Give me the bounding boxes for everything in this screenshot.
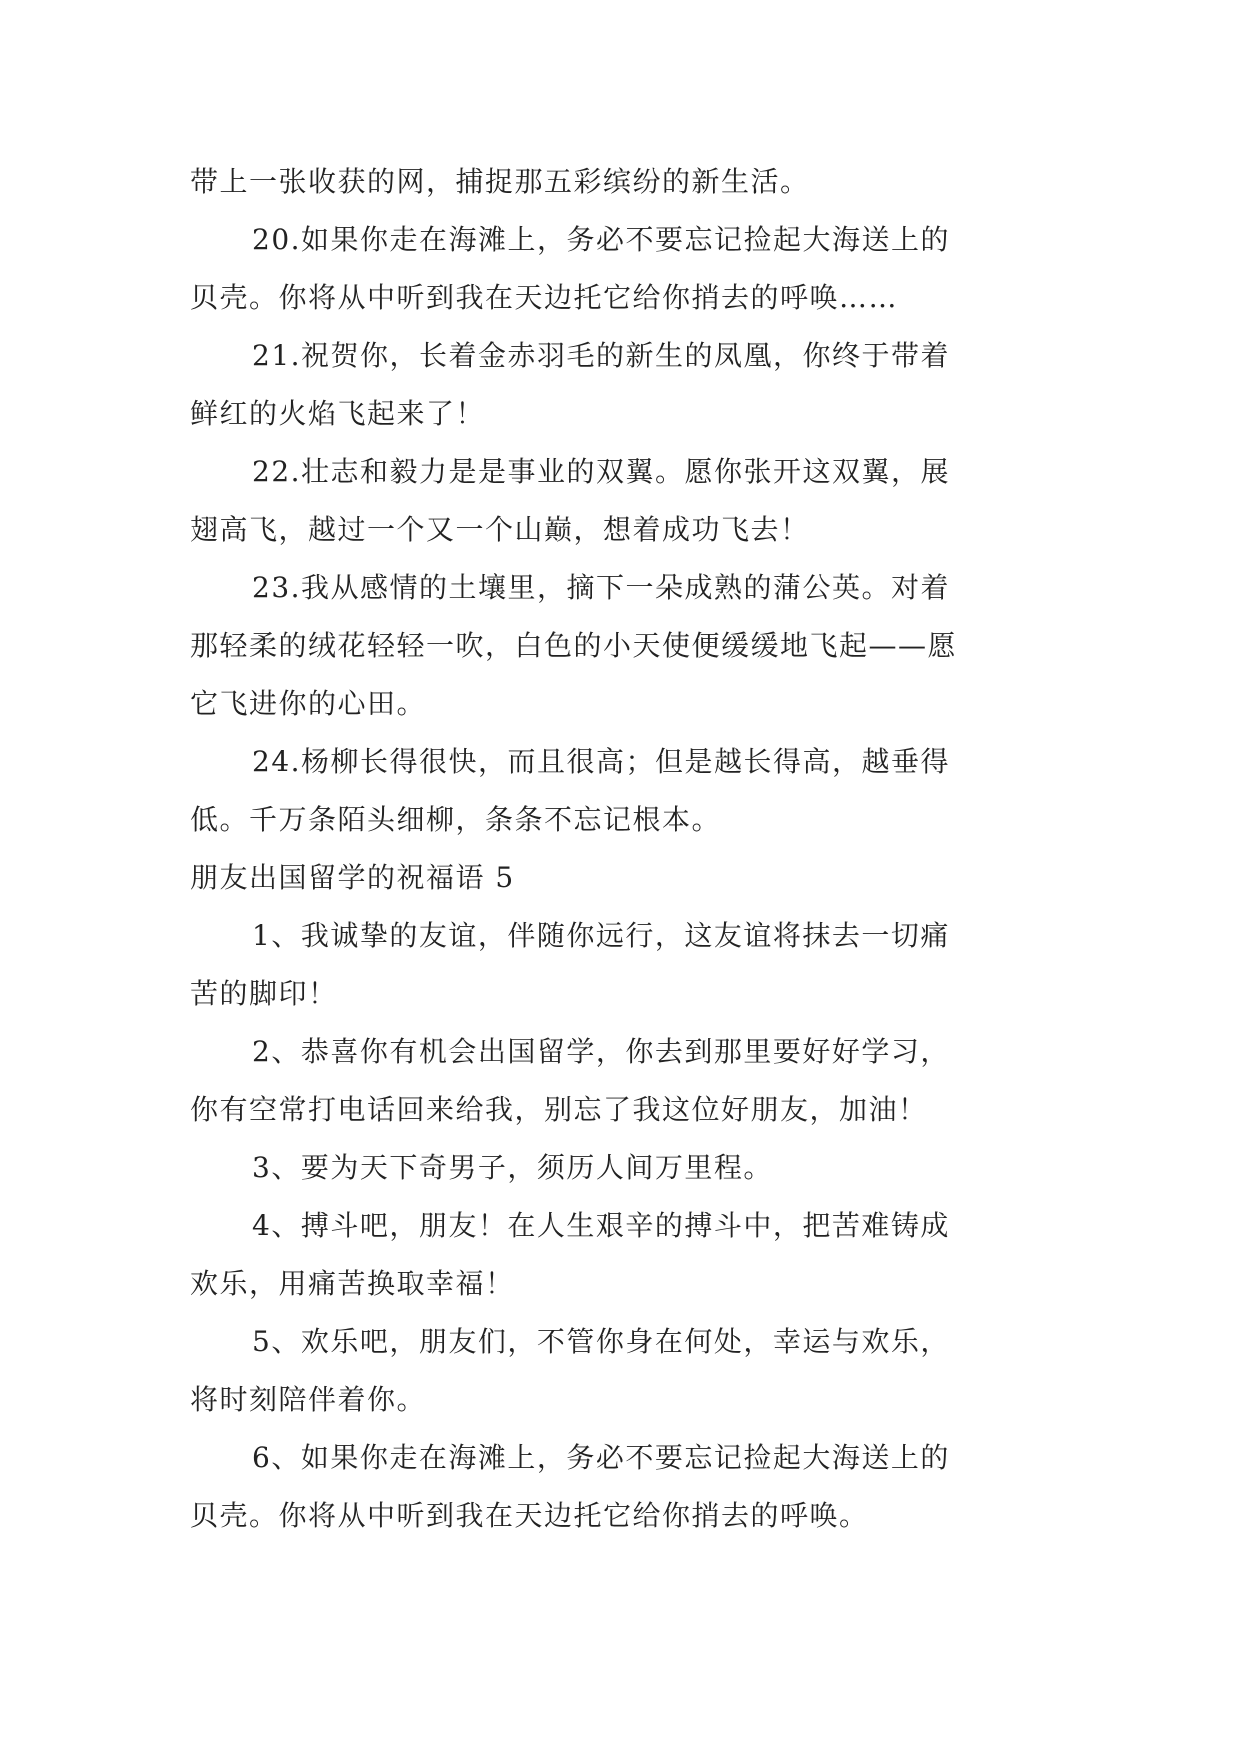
text-line: 4、搏斗吧，朋友！在人生艰辛的搏斗中，把苦难铸成 bbox=[252, 1209, 950, 1242]
text-line: 低。千万条陌头细柳，条条不忘记根本。 bbox=[190, 803, 722, 836]
text-line: 欢乐，用痛苦换取幸福！ bbox=[190, 1267, 515, 1300]
text-line: 21.祝贺你，长着金赤羽毛的新生的凤凰，你终于带着 bbox=[252, 339, 951, 372]
text-line: 3、要为天下奇男子，须历人间万里程。 bbox=[252, 1151, 773, 1184]
text-line: 苦的脚印！ bbox=[190, 977, 338, 1010]
text-line: 翅高飞，越过一个又一个山巅，想着成功飞去！ bbox=[190, 513, 810, 546]
text-line: 1、我诚挚的友谊，伴随你远行，这友谊将抹去一切痛 bbox=[252, 919, 950, 952]
text-line: 23.我从感情的土壤里，摘下一朵成熟的蒲公英。对着 bbox=[252, 571, 951, 604]
document-body bbox=[190, 153, 1050, 1545]
text-line: 2、恭喜你有机会出国留学，你去到那里要好好学习， bbox=[252, 1035, 950, 1068]
text-line: 5、欢乐吧，朋友们，不管你身在何处，幸运与欢乐， bbox=[252, 1325, 950, 1358]
text-line: 20.如果你走在海滩上，务必不要忘记捡起大海送上的 bbox=[252, 223, 951, 256]
text-line: 24.杨柳长得很快，而且很高；但是越长得高，越垂得 bbox=[252, 745, 951, 778]
text-line: 那轻柔的绒花轻轻一吹，白色的小天使便缓缓地飞起——愿 bbox=[190, 629, 958, 662]
text-line: 将时刻陪伴着你。 bbox=[190, 1383, 427, 1416]
text-line: 22.壮志和毅力是是事业的双翼。愿你张开这双翼，展 bbox=[252, 455, 951, 488]
section-heading: 朋友出国留学的祝福语 5 bbox=[190, 861, 515, 894]
text-line: 6、如果你走在海滩上，务必不要忘记捡起大海送上的 bbox=[252, 1441, 950, 1474]
text-line: 贝壳。你将从中听到我在天边托它给你捎去的呼唤。 bbox=[190, 1499, 869, 1532]
text-line: 贝壳。你将从中听到我在天边托它给你捎去的呼唤…… bbox=[190, 281, 899, 314]
text-line: 带上一张收获的网，捕捉那五彩缤纷的新生活。 bbox=[190, 165, 810, 198]
text-line: 它飞进你的心田。 bbox=[190, 687, 427, 720]
text-line: 你有空常打电话回来给我，别忘了我这位好朋友，加油！ bbox=[190, 1093, 928, 1126]
text-line: 鲜红的火焰飞起来了！ bbox=[190, 397, 486, 430]
